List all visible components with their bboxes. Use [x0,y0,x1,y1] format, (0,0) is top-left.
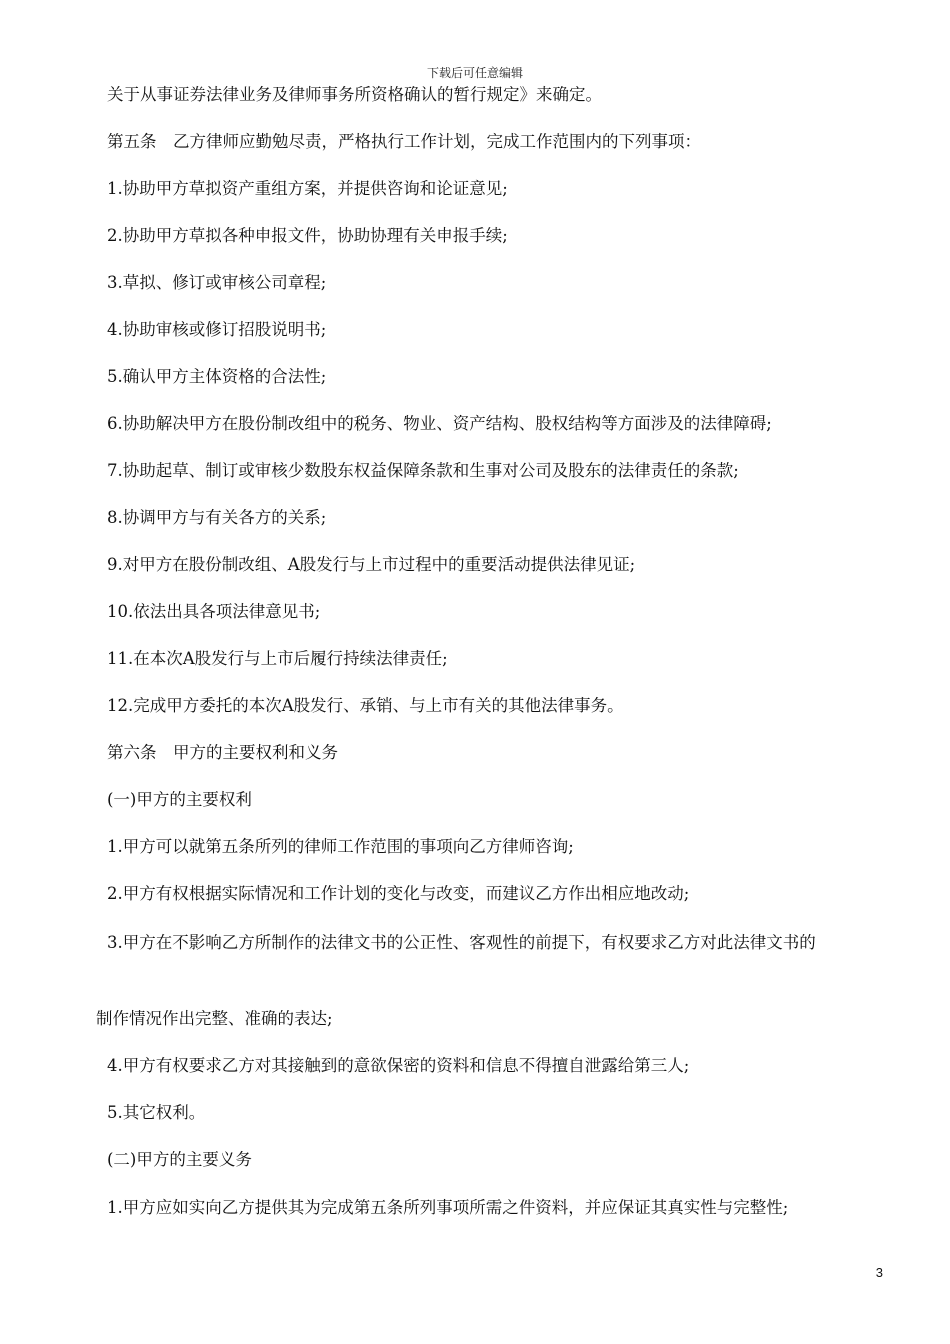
page-number: 3 [875,1265,883,1280]
list-item: 4.甲方有权要求乙方对其接触到的意欲保密的资料和信息不得擅自泄露给第三人; [107,1056,690,1075]
list-item: 1.甲方可以就第五条所列的律师工作范围的事项向乙方律师咨询; [107,837,574,856]
list-item: 2.协助甲方草拟各种申报文件，协助协理有关申报手续; [107,226,508,245]
list-item: 2.甲方有权根据实际情况和工作计划的变化与改变，而建议乙方作出相应地改动; [107,884,690,903]
header-note: 下载后可任意编辑 [426,66,523,80]
list-item: 3.草拟、修订或审核公司章程; [107,273,327,292]
list-item: 11.在本次A股发行与上市后履行持续法律责任; [107,649,448,668]
list-item: 7.协助起草、制订或审核少数股东权益保障条款和生事对公司及股东的法律责任的条款; [107,461,739,480]
list-item: 1.协助甲方草拟资产重组方案，并提供咨询和论证意见; [107,179,508,198]
list-item: 9.对甲方在股份制改组、A股发行与上市过程中的重要活动提供法律见证; [107,555,636,574]
list-item: 10.依法出具各项法律意见书; [107,602,321,621]
list-item: 3.甲方在不影响乙方所制作的法律文书的公正性、客观性的前提下，有权要求乙方对此法律文书的 [107,933,816,952]
list-item: 5.其它权利。 [107,1103,206,1122]
list-item: 4.协助审核或修订招股说明书; [107,320,327,339]
list-item: 8.协调甲方与有关各方的关系; [107,508,327,527]
list-item: 1.甲方应如实向乙方提供其为完成第五条所列事项所需之件资料，并应保证其真实性与完整性; [107,1198,789,1217]
section-heading: (一)甲方的主要权利 [107,790,252,809]
text-line: 关于从事证券法律业务及律师事务所资格确认的暂行规定》来确定。 [107,85,602,104]
list-item: 5.确认甲方主体资格的合法性; [107,367,327,386]
article-6-heading: 第六条 甲方的主要权利和义务 [107,743,338,762]
list-item: 12.完成甲方委托的本次A股发行、承销、与上市有关的其他法律事务。 [107,696,624,715]
list-item-continuation: 制作情况作出完整、准确的表达; [96,1009,333,1028]
list-item: 6.协助解决甲方在股份制改组中的税务、物业、资产结构、股权结构等方面涉及的法律障碍; [107,414,772,433]
section-heading: (二)甲方的主要义务 [107,1150,252,1169]
article-5-heading: 第五条 乙方律师应勤勉尽责，严格执行工作计划，完成工作范围内的下列事项： [107,132,701,151]
